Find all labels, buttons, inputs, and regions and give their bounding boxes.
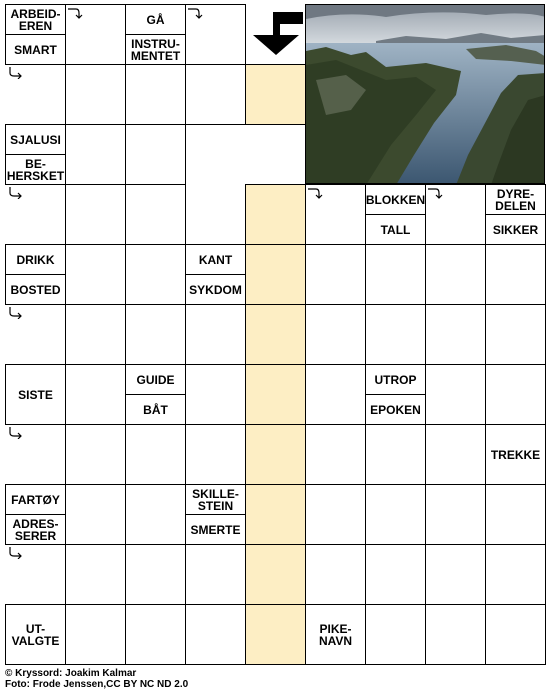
answer-cell[interactable]	[125, 64, 186, 125]
clue-utvalgte: UT- VALGTE	[5, 604, 66, 665]
answer-cell[interactable]	[65, 64, 126, 125]
answer-cell[interactable]	[365, 424, 426, 485]
arrow-right-down-icon	[67, 7, 83, 19]
answer-cell[interactable]	[185, 544, 246, 605]
answer-cell[interactable]	[425, 244, 486, 305]
answer-cell[interactable]	[65, 604, 126, 665]
clue-smart: SMART	[5, 34, 66, 65]
arrow-right-down-icon	[187, 7, 203, 19]
answer-cell[interactable]	[365, 544, 426, 605]
clue-bosted: BOSTED	[5, 274, 66, 305]
solution-cell[interactable]	[245, 604, 306, 665]
solution-cell[interactable]	[245, 364, 306, 425]
solution-cell[interactable]	[245, 544, 306, 605]
clue-bat: BÅT	[125, 394, 186, 425]
answer-cell[interactable]	[485, 364, 546, 425]
solution-cell[interactable]	[245, 244, 306, 305]
solution-cell[interactable]	[245, 184, 306, 245]
answer-cell[interactable]	[365, 484, 426, 545]
clue-sykdom: SYKDOM	[185, 274, 246, 305]
answer-cell[interactable]	[65, 424, 126, 485]
solution-cell[interactable]	[245, 484, 306, 545]
answer-cell[interactable]	[125, 124, 186, 185]
answer-cell[interactable]	[305, 304, 366, 365]
answer-cell[interactable]	[305, 484, 366, 545]
answer-cell[interactable]	[365, 244, 426, 305]
clue-utrop: UTROP	[365, 364, 426, 395]
answer-cell[interactable]	[65, 544, 126, 605]
answer-cell[interactable]	[425, 304, 486, 365]
answer-cell[interactable]	[185, 364, 246, 425]
clue-siste: SISTE	[5, 364, 66, 425]
answer-cell[interactable]	[125, 544, 186, 605]
answer-cell[interactable]	[125, 244, 186, 305]
clue-trekke: TREKKE	[485, 424, 546, 485]
clue-blokken: BLOKKEN	[365, 184, 426, 215]
clue-smerte: SMERTE	[185, 514, 246, 545]
solution-cell[interactable]	[245, 424, 306, 485]
clue-drikk: DRIKK	[5, 244, 66, 275]
answer-cell[interactable]	[485, 544, 546, 605]
arrow-down-right-icon	[7, 547, 23, 559]
clue-tall: TALL	[365, 214, 426, 245]
clue-pikenavn: PIKE- NAVN	[305, 604, 366, 665]
answer-cell[interactable]	[185, 304, 246, 365]
clue-behersket: BE- HERSKET	[5, 154, 66, 185]
answer-cell[interactable]	[425, 364, 486, 425]
answer-cell[interactable]	[485, 484, 546, 545]
answer-cell[interactable]	[185, 64, 246, 125]
clue-sikker: SIKKER	[485, 214, 546, 245]
answer-cell[interactable]	[125, 484, 186, 545]
clue-adresserer: ADRES- SERER	[5, 514, 66, 545]
answer-cell[interactable]	[305, 244, 366, 305]
clue-sjalusi: SJALUSI	[5, 124, 66, 155]
solution-arrow-icon	[245, 4, 305, 64]
answer-cell[interactable]	[65, 364, 126, 425]
answer-cell[interactable]	[65, 184, 126, 245]
solution-cell[interactable]	[245, 304, 306, 365]
answer-cell[interactable]	[425, 484, 486, 545]
clue-dyredelen: DYRE- DELEN	[485, 184, 546, 215]
answer-cell[interactable]	[185, 604, 246, 665]
answer-cell[interactable]	[365, 604, 426, 665]
credits	[5, 668, 188, 690]
answer-cell[interactable]	[485, 304, 546, 365]
answer-cell[interactable]	[125, 604, 186, 665]
answer-cell[interactable]	[65, 244, 126, 305]
answer-cell[interactable]	[485, 244, 546, 305]
answer-cell[interactable]	[125, 424, 186, 485]
clue-instrumentet: INSTRU- MENTET	[125, 34, 186, 65]
arrow-down-right-icon	[7, 427, 23, 439]
clue-arbeideren: ARBEID- EREN	[5, 4, 66, 35]
answer-cell[interactable]	[65, 304, 126, 365]
answer-cell[interactable]	[305, 424, 366, 485]
answer-cell[interactable]	[125, 184, 186, 245]
clue-guide: GUIDE	[125, 364, 186, 395]
clue-fartoy: FARTØY	[5, 484, 66, 515]
answer-cell[interactable]	[425, 544, 486, 605]
answer-cell[interactable]	[425, 424, 486, 485]
clue-epoken: EPOKEN	[365, 394, 426, 425]
arrow-down-right-icon	[7, 187, 23, 199]
answer-cell[interactable]	[305, 364, 366, 425]
answer-cell[interactable]	[425, 604, 486, 665]
arrow-down-right-icon	[7, 307, 23, 319]
fjord-photo	[305, 4, 545, 184]
answer-cell[interactable]	[65, 484, 126, 545]
solution-cell[interactable]	[245, 64, 306, 125]
credit-photo: Foto: Frode Jenssen,CC BY NC ND 2.0	[5, 679, 189, 690]
answer-cell[interactable]	[485, 604, 546, 665]
clue-kant: KANT	[185, 244, 246, 275]
clue-ga: GÅ	[125, 4, 186, 35]
credit-crossword: © Kryssord: Joakim Kalmar	[5, 668, 137, 679]
arrow-right-down-icon	[307, 187, 323, 199]
arrow-down-right-icon	[7, 67, 23, 79]
clue-skillestein: SKILLE- STEIN	[185, 484, 246, 515]
arrow-right-down-icon	[427, 187, 443, 199]
